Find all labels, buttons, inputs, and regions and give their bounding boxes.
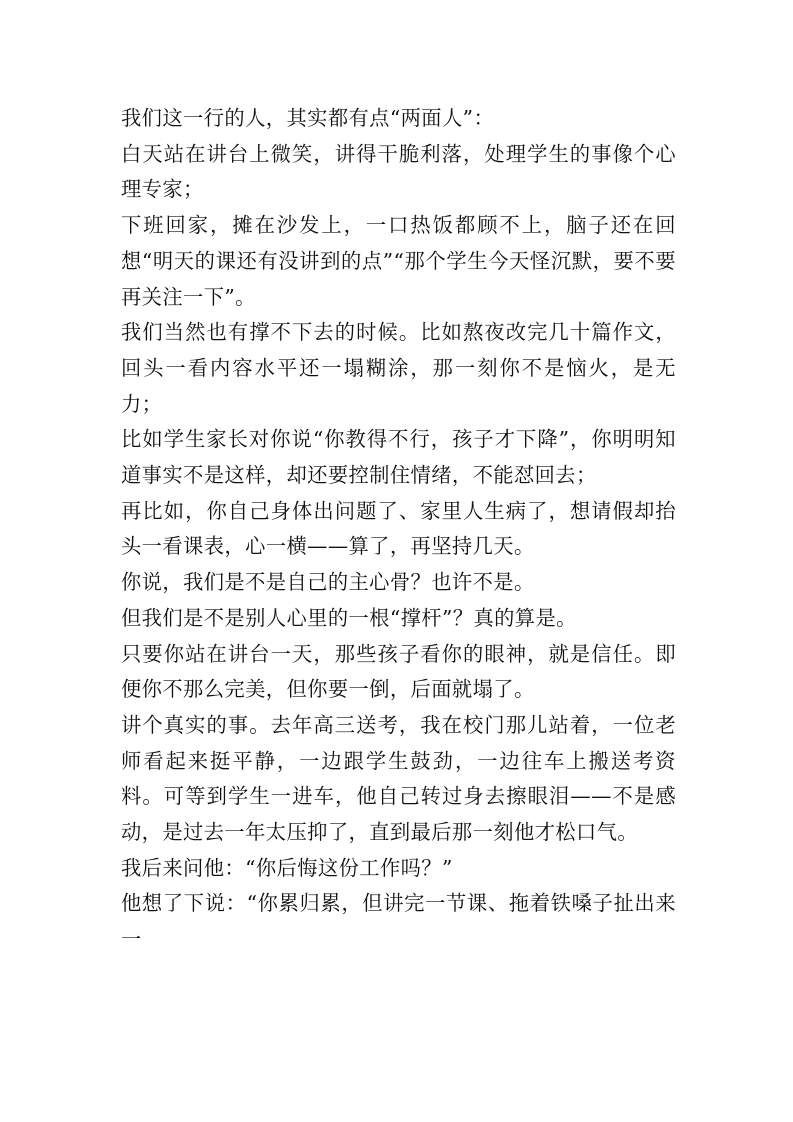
paragraph-9: 只要你站在讲台一天，那些孩子看你的眼神，就是信任。即便你不那么完美，但你要一倒，后面就塌了。 bbox=[121, 641, 676, 702]
paragraph-4: 我们当然也有撑不下去的时候。比如熬夜改完几十篇作文，回头一看内容水平还一塌糊涂，那一刻你不是恼火，是无力； bbox=[121, 320, 676, 416]
paragraph-11: 我后来问他：“你后悔这份工作吗？” bbox=[121, 855, 453, 880]
paragraph-3: 下班回家，摊在沙发上，一口热饭都顾不上，脑子还在回想“明天的课还有没讲到的点”“那个学生今天怪沉默，要不要再关注一下”。 bbox=[121, 213, 676, 309]
paragraph-12: 他想了下说：“你累归累，但讲完一节课、拖着铁嗓子扯出来一 bbox=[121, 891, 676, 952]
paragraph-2: 白天站在讲台上微笑，讲得干脆利落，处理学生的事像个心理专家； bbox=[121, 141, 676, 202]
paragraph-6: 再比如，你自己身体出问题了、家里人生病了，想请假却抬头一看课表，心一横——算了，再坚持几天。 bbox=[121, 498, 676, 559]
paragraph-10: 讲个真实的事。去年高三送考，我在校门那儿站着，一位老师看起来挺平静，一边跟学生鼓劲，一边往车上搬送考资料。可等到学生一进车，他自己转过身去擦眼泪——不是感动，是过去一年太压抑了，直到最后那一刻他才松口气。 bbox=[121, 712, 676, 845]
paragraph-8: 但我们是不是别人心里的一根“撑杆”？真的算是。 bbox=[121, 605, 577, 630]
paragraph-1: 我们这一行的人，其实都有点“两面人”： bbox=[121, 106, 495, 130]
paragraph-5: 比如学生家长对你说“你教得不行，孩子才下降”，你明明知道事实不是这样，却还要控制住情绪，不能怼回去； bbox=[121, 427, 676, 488]
document-body bbox=[121, 101, 676, 958]
paragraph-7: 你说，我们是不是自己的主心骨？也许不是。 bbox=[121, 570, 535, 595]
